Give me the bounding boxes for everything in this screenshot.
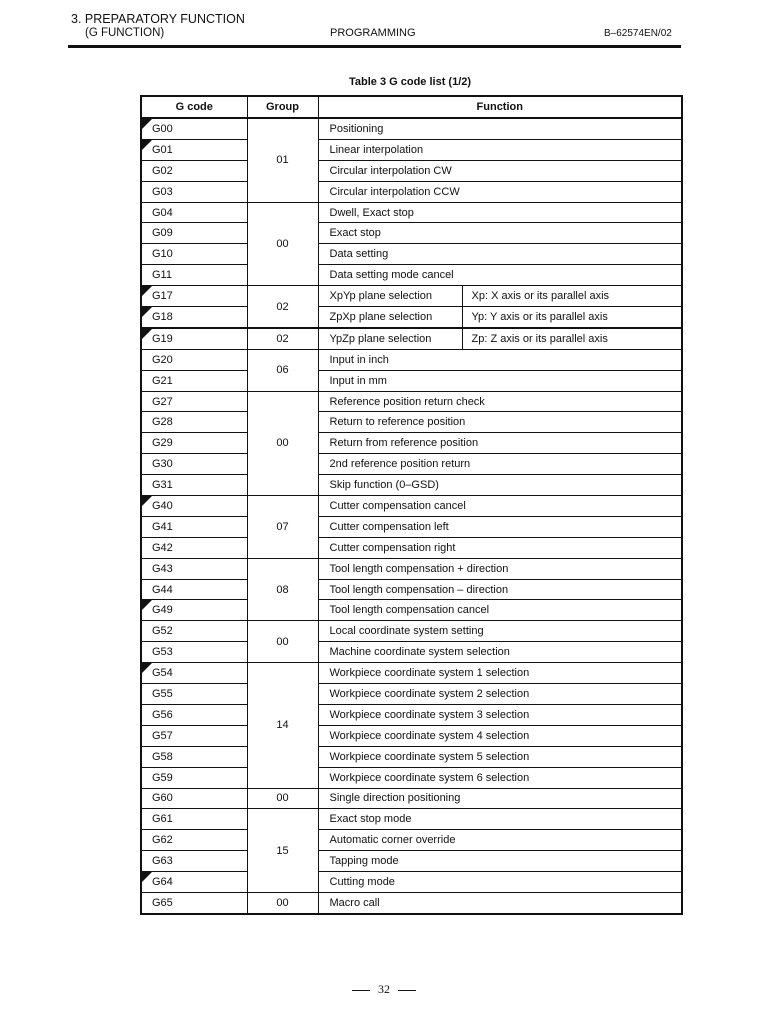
gcode-cell bbox=[141, 328, 247, 349]
gcode-text: G63 bbox=[152, 855, 173, 868]
function-cell: Workpiece coordinate system 5 selection bbox=[318, 746, 682, 767]
table-row bbox=[141, 328, 682, 349]
function-cell: Exact stop bbox=[318, 223, 682, 244]
group-cell: 02 bbox=[247, 328, 318, 349]
table-row bbox=[141, 265, 682, 286]
table-row bbox=[141, 286, 682, 307]
function-cell: Return to reference position bbox=[318, 412, 682, 433]
gcode-text: G59 bbox=[152, 771, 173, 784]
gcode-cell bbox=[141, 725, 247, 746]
table-row bbox=[141, 412, 682, 433]
document-id: B–62574EN/02 bbox=[604, 28, 672, 39]
gcode-text: G00 bbox=[152, 122, 173, 135]
gcode-text: G65 bbox=[152, 896, 173, 909]
gcode-text: G27 bbox=[152, 395, 173, 408]
table-row bbox=[141, 809, 682, 830]
default-mark-icon bbox=[142, 496, 152, 506]
function-cell: Cutter compensation cancel bbox=[318, 496, 682, 517]
gcode-cell bbox=[141, 433, 247, 454]
table-row bbox=[141, 621, 682, 642]
gcode-text: G01 bbox=[152, 143, 173, 156]
gcode-text: G20 bbox=[152, 353, 173, 366]
gcode-text: G41 bbox=[152, 520, 173, 533]
table-row bbox=[141, 370, 682, 391]
table-caption: Table 3 G code list (1/2) bbox=[349, 76, 472, 88]
function-cell: XpYp plane selection bbox=[318, 286, 462, 307]
subsection-title: (G FUNCTION) bbox=[85, 27, 165, 39]
table-row bbox=[141, 788, 682, 809]
table-row bbox=[141, 851, 682, 872]
table-row bbox=[141, 663, 682, 684]
function-cell: Tapping mode bbox=[318, 851, 682, 872]
group-cell: 00 bbox=[247, 202, 318, 286]
function-cell: Workpiece coordinate system 2 selection bbox=[318, 684, 682, 705]
function-cell: 2nd reference position return bbox=[318, 454, 682, 475]
gcode-cell bbox=[141, 139, 247, 160]
table-row bbox=[141, 181, 682, 202]
gcode-text: G42 bbox=[152, 541, 173, 554]
function-cell: Circular interpolation CW bbox=[318, 160, 682, 181]
gcode-cell bbox=[141, 307, 247, 328]
default-mark-icon bbox=[142, 286, 152, 296]
gcode-text: G62 bbox=[152, 834, 173, 847]
axis-note-cell: Xp: X axis or its parallel axis bbox=[462, 286, 682, 307]
function-cell: Cutter compensation right bbox=[318, 537, 682, 558]
chapter-label: PROGRAMMING bbox=[330, 27, 416, 39]
function-cell: Return from reference position bbox=[318, 433, 682, 454]
gcode-text: G44 bbox=[152, 583, 173, 596]
table-row bbox=[141, 872, 682, 893]
default-mark-icon bbox=[142, 329, 152, 339]
gcode-text: G57 bbox=[152, 729, 173, 742]
group-cell: 14 bbox=[247, 663, 318, 788]
gcode-cell bbox=[141, 412, 247, 433]
gcode-cell bbox=[141, 830, 247, 851]
gcode-cell bbox=[141, 160, 247, 181]
gcode-text: G18 bbox=[152, 310, 173, 323]
gcode-cell bbox=[141, 558, 247, 579]
gcode-cell bbox=[141, 600, 247, 621]
gcode-text: G54 bbox=[152, 667, 173, 680]
table-row bbox=[141, 118, 682, 139]
gcode-text: G10 bbox=[152, 248, 173, 261]
default-mark-icon bbox=[142, 140, 152, 150]
page-number: 32 bbox=[378, 982, 390, 996]
gcode-cell bbox=[141, 370, 247, 391]
function-cell: Workpiece coordinate system 4 selection bbox=[318, 725, 682, 746]
table-row bbox=[141, 537, 682, 558]
table-body bbox=[141, 118, 682, 914]
gcode-text: G61 bbox=[152, 813, 173, 826]
table-row bbox=[141, 496, 682, 517]
gcode-text: G21 bbox=[152, 374, 173, 387]
table-row bbox=[141, 307, 682, 328]
section-title: 3. PREPARATORY FUNCTION bbox=[71, 12, 245, 26]
gcode-text: G58 bbox=[152, 750, 173, 763]
gcode-text: G11 bbox=[152, 269, 172, 282]
gcode-cell bbox=[141, 496, 247, 517]
gcode-cell bbox=[141, 788, 247, 809]
gcode-text: G03 bbox=[152, 185, 173, 198]
gcode-cell bbox=[141, 475, 247, 496]
group-cell: 00 bbox=[247, 621, 318, 663]
function-cell: ZpXp plane selection bbox=[318, 307, 462, 328]
gcode-text: G02 bbox=[152, 164, 173, 177]
function-cell: Reference position return check bbox=[318, 391, 682, 412]
default-mark-icon bbox=[142, 872, 152, 882]
table-row bbox=[141, 746, 682, 767]
gcode-cell bbox=[141, 746, 247, 767]
gcode-cell bbox=[141, 537, 247, 558]
gcode-text: G55 bbox=[152, 687, 173, 700]
function-cell: Local coordinate system setting bbox=[318, 621, 682, 642]
gcode-cell bbox=[141, 621, 247, 642]
group-cell: 02 bbox=[247, 286, 318, 328]
gcode-text: G29 bbox=[152, 437, 173, 450]
table-row bbox=[141, 391, 682, 412]
gcode-cell bbox=[141, 516, 247, 537]
group-cell: 15 bbox=[247, 809, 318, 893]
gcode-cell bbox=[141, 704, 247, 725]
gcode-cell bbox=[141, 454, 247, 475]
table-row bbox=[141, 600, 682, 621]
gcode-cell bbox=[141, 809, 247, 830]
column-header-gcode: G code bbox=[141, 96, 247, 118]
table-row bbox=[141, 558, 682, 579]
group-cell: 01 bbox=[247, 118, 318, 202]
gcode-text: G17 bbox=[152, 290, 173, 303]
gcode-text: G04 bbox=[152, 206, 173, 219]
default-mark-icon bbox=[142, 119, 152, 129]
table-row bbox=[141, 725, 682, 746]
column-header-function: Function bbox=[318, 96, 682, 118]
gcode-cell bbox=[141, 851, 247, 872]
table-row bbox=[141, 139, 682, 160]
g-code-table bbox=[140, 95, 683, 915]
group-cell: 00 bbox=[247, 788, 318, 809]
gcode-cell bbox=[141, 181, 247, 202]
function-cell: Tool length compensation + direction bbox=[318, 558, 682, 579]
gcode-cell bbox=[141, 767, 247, 788]
gcode-cell bbox=[141, 892, 247, 913]
function-cell: Cutter compensation left bbox=[318, 516, 682, 537]
function-cell: Data setting mode cancel bbox=[318, 265, 682, 286]
default-mark-icon bbox=[142, 600, 152, 610]
function-cell: Tool length compensation – direction bbox=[318, 579, 682, 600]
gcode-cell bbox=[141, 265, 247, 286]
function-cell: Macro call bbox=[318, 892, 682, 913]
gcode-text: G56 bbox=[152, 708, 173, 721]
function-cell: Dwell, Exact stop bbox=[318, 202, 682, 223]
gcode-cell bbox=[141, 244, 247, 265]
gcode-text: G09 bbox=[152, 227, 173, 240]
page-footer bbox=[0, 982, 768, 997]
gcode-cell bbox=[141, 202, 247, 223]
table-row bbox=[141, 349, 682, 370]
function-cell: Circular interpolation CCW bbox=[318, 181, 682, 202]
default-mark-icon bbox=[142, 307, 152, 317]
function-cell: Input in mm bbox=[318, 370, 682, 391]
table-row bbox=[141, 516, 682, 537]
gcode-text: G64 bbox=[152, 876, 173, 888]
axis-note-cell: Yp: Y axis or its parallel axis bbox=[462, 307, 682, 328]
table-row bbox=[141, 160, 682, 181]
function-cell: Workpiece coordinate system 6 selection bbox=[318, 767, 682, 788]
group-cell: 08 bbox=[247, 558, 318, 621]
gcode-cell bbox=[141, 223, 247, 244]
gcode-cell bbox=[141, 642, 247, 663]
group-cell: 00 bbox=[247, 892, 318, 913]
function-cell: Input in inch bbox=[318, 349, 682, 370]
default-mark-icon bbox=[142, 663, 152, 673]
gcode-text: G43 bbox=[152, 562, 173, 575]
gcode-cell bbox=[141, 663, 247, 684]
gcode-text: G52 bbox=[152, 625, 173, 638]
table-row bbox=[141, 223, 682, 244]
function-cell: YpZp plane selection bbox=[318, 328, 462, 349]
gcode-text: G49 bbox=[152, 604, 173, 617]
footer-dash-left bbox=[352, 990, 370, 991]
gcode-cell bbox=[141, 349, 247, 370]
function-cell: Single direction positioning bbox=[318, 788, 682, 809]
gcode-text: G40 bbox=[152, 499, 173, 512]
function-cell: Workpiece coordinate system 3 selection bbox=[318, 704, 682, 725]
group-cell: 06 bbox=[247, 349, 318, 391]
table-row bbox=[141, 244, 682, 265]
table-row bbox=[141, 704, 682, 725]
gcode-text: G60 bbox=[152, 792, 173, 805]
table-row bbox=[141, 433, 682, 454]
function-cell: Linear interpolation bbox=[318, 139, 682, 160]
table-row bbox=[141, 202, 682, 223]
function-cell: Cutting mode bbox=[318, 872, 682, 893]
table-row bbox=[141, 830, 682, 851]
function-cell: Tool length compensation cancel bbox=[318, 600, 682, 621]
table-row bbox=[141, 892, 682, 913]
gcode-cell bbox=[141, 286, 247, 307]
table-row bbox=[141, 684, 682, 705]
gcode-cell bbox=[141, 684, 247, 705]
function-cell: Data setting bbox=[318, 244, 682, 265]
gcode-text: G19 bbox=[152, 332, 173, 345]
column-header-group: Group bbox=[247, 96, 318, 118]
function-cell: Machine coordinate system selection bbox=[318, 642, 682, 663]
gcode-text: G31 bbox=[152, 479, 173, 492]
header-rule bbox=[68, 45, 681, 48]
axis-note-cell: Zp: Z axis or its parallel axis bbox=[462, 328, 682, 349]
table-row bbox=[141, 642, 682, 663]
function-cell: Exact stop mode bbox=[318, 809, 682, 830]
gcode-cell bbox=[141, 579, 247, 600]
function-cell: Workpiece coordinate system 1 selection bbox=[318, 663, 682, 684]
gcode-text: G30 bbox=[152, 458, 173, 471]
table-row bbox=[141, 767, 682, 788]
table-row bbox=[141, 475, 682, 496]
gcode-cell bbox=[141, 118, 247, 139]
gcode-text: G53 bbox=[152, 646, 173, 659]
footer-dash-right bbox=[398, 990, 416, 991]
gcode-cell bbox=[141, 391, 247, 412]
group-cell: 07 bbox=[247, 496, 318, 559]
table-row bbox=[141, 579, 682, 600]
gcode-cell bbox=[141, 872, 247, 893]
table-row bbox=[141, 454, 682, 475]
gcode-text: G28 bbox=[152, 416, 173, 429]
function-cell: Automatic corner override bbox=[318, 830, 682, 851]
group-cell: 00 bbox=[247, 391, 318, 495]
function-cell: Positioning bbox=[318, 118, 682, 139]
function-cell: Skip function (0–GSD) bbox=[318, 475, 682, 496]
